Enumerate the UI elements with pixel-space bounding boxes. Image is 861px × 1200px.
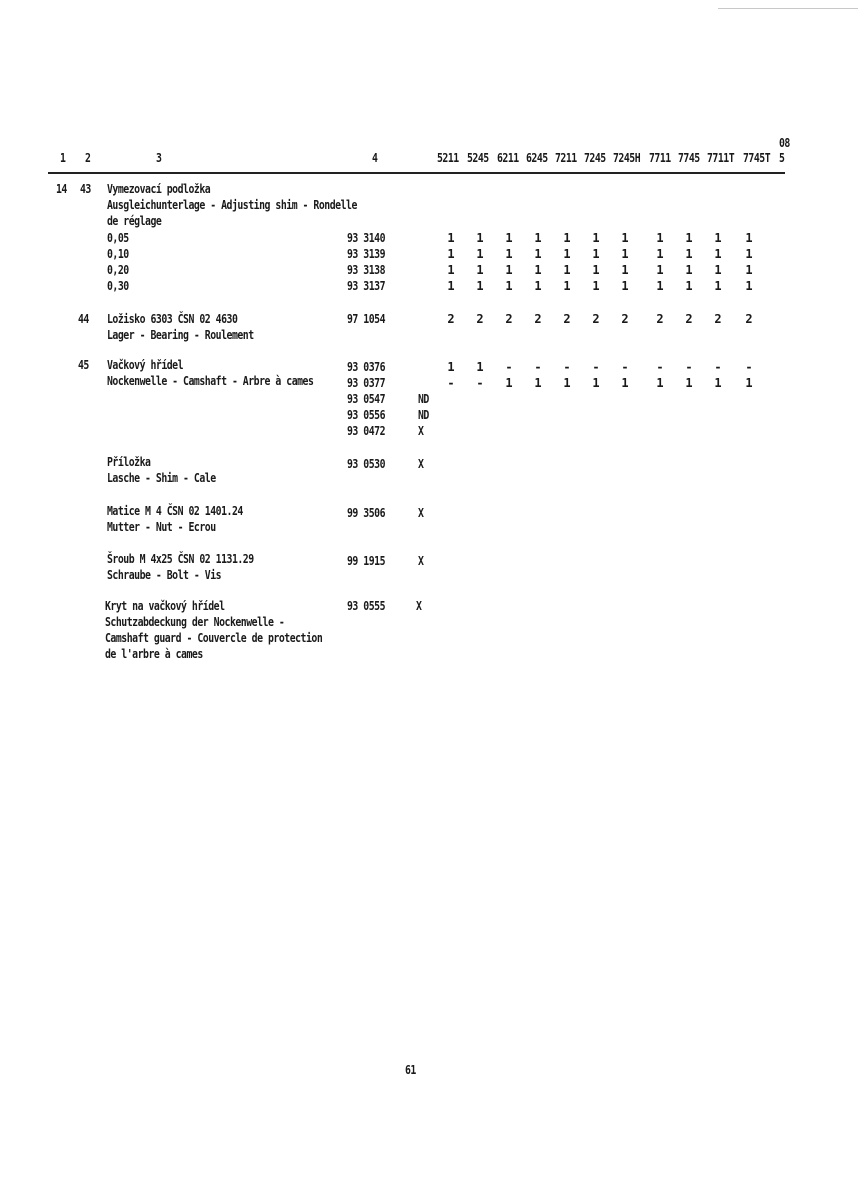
item-desc: Vymezovací podložka [107,182,211,196]
note: X [418,457,424,471]
pos-number: 44 [78,312,89,326]
quantity-cell: 1 [447,263,455,277]
quantity-cell: - [505,360,513,374]
scan-edge-line [718,8,858,9]
item-desc: Kryt na vačkový hřídel [105,599,225,613]
quantity-cell: 1 [592,231,600,245]
quantity-cell: 1 [563,279,571,293]
quantity-cell: 2 [685,312,693,326]
part-number: 99 1915 [347,554,386,568]
quantity-cell: 1 [534,247,542,261]
quantity-cell: 2 [592,312,600,326]
quantity-cell: 1 [656,231,664,245]
header-model: 7745 [678,151,700,165]
quantity-cell: 1 [685,376,693,390]
note: X [418,554,424,568]
quantity-cell: 1 [476,279,484,293]
item-desc: Schutzabdeckung der Nockenwelle - [105,615,285,629]
quantity-cell: 1 [656,279,664,293]
quantity-cell: - [621,360,629,374]
quantity-cell: - [592,360,600,374]
note: ND [418,408,429,422]
quantity-cell: 1 [592,279,600,293]
header-model: 7245 [584,151,606,165]
part-number: 93 0530 [347,457,386,471]
item-desc: de l'arbre à cames [105,647,203,661]
quantity-cell: - [534,360,542,374]
item-desc: Šroub M 4x25 ČSN 02 1131.29 [107,552,254,566]
quantity-cell: 1 [476,263,484,277]
quantity-cell: 1 [745,376,753,390]
quantity-cell: 1 [621,263,629,277]
part-number: 93 3139 [347,247,386,261]
quantity-cell: - [447,376,455,390]
quantity-cell: 1 [476,247,484,261]
item-desc: Schraube - Bolt - Vis [107,568,222,582]
quantity-cell: 2 [621,312,629,326]
quantity-cell: 1 [592,247,600,261]
item-desc: Příložka [107,455,151,469]
part-number: 97 1054 [347,312,386,326]
item-desc: Ložisko 6303 ČSN 02 4630 [107,312,238,326]
item-desc: Lasche - Shim - Cale [107,471,216,485]
fig-number: 14 [56,182,67,196]
item-desc: Camshaft guard - Couvercle de protection [105,631,323,645]
item-desc: Nockenwelle - Camshaft - Arbre à cames [107,374,314,388]
quantity-cell: 1 [534,263,542,277]
note: X [418,424,424,438]
quantity-cell: 1 [714,263,722,277]
header-col-1: 1 [60,151,66,165]
part-number: 93 3137 [347,279,386,293]
quantity-cell: 1 [534,279,542,293]
quantity-cell: 1 [621,231,629,245]
quantity-cell: 1 [534,376,542,390]
quantity-cell: - [685,360,693,374]
item-desc: Ausgleichunterlage - Adjusting shim - Rondelle [107,198,357,212]
quantity-cell: 1 [563,247,571,261]
quantity-cell: 1 [714,279,722,293]
item-desc: Lager - Bearing - Roulement [107,328,254,342]
size-label: 0,30 [107,279,129,293]
item-desc: Vačkový hřídel [107,358,184,372]
header-col-4: 4 [372,151,378,165]
quantity-cell: 1 [745,231,753,245]
quantity-cell: 1 [505,376,513,390]
quantity-cell: 1 [685,231,693,245]
part-number: 99 3506 [347,506,386,520]
quantity-cell: 1 [476,231,484,245]
size-label: 0,05 [107,231,129,245]
note: X [416,599,422,613]
part-number: 93 0555 [347,599,386,613]
quantity-cell: 1 [447,231,455,245]
quantity-cell: 1 [745,263,753,277]
quantity-cell: 2 [745,312,753,326]
header-model: 5245 [467,151,489,165]
quantity-cell: 2 [656,312,664,326]
quantity-cell: 1 [685,279,693,293]
item-desc: Mutter - Nut - Ecrou [107,520,216,534]
header-col-3: 3 [156,151,162,165]
quantity-cell: - [745,360,753,374]
part-number: 93 0556 [347,408,386,422]
header-last-top: 08 [779,136,790,150]
header-model: 6245 [526,151,548,165]
quantity-cell: 2 [563,312,571,326]
quantity-cell: 1 [447,279,455,293]
quantity-cell: 1 [505,247,513,261]
quantity-cell: 2 [505,312,513,326]
quantity-cell: 1 [592,376,600,390]
part-number: 93 0377 [347,376,386,390]
item-desc: de réglage [107,214,162,228]
note: ND [418,392,429,406]
quantity-cell: 1 [476,360,484,374]
header-rule [48,172,785,174]
quantity-cell: 1 [534,231,542,245]
quantity-cell: 1 [621,247,629,261]
header-model: 7711T [707,151,735,165]
header-model: 6211 [497,151,519,165]
quantity-cell: 1 [714,247,722,261]
quantity-cell: 1 [505,263,513,277]
quantity-cell: - [714,360,722,374]
header-model: 7245H [613,151,641,165]
part-number: 93 3138 [347,263,386,277]
quantity-cell: 1 [656,263,664,277]
quantity-cell: 1 [621,376,629,390]
header-last-bottom: 5 [779,151,785,165]
quantity-cell: 1 [656,376,664,390]
quantity-cell: 2 [534,312,542,326]
quantity-cell: 1 [447,360,455,374]
quantity-cell: 1 [563,231,571,245]
quantity-cell: 1 [563,263,571,277]
header-model: 5211 [437,151,459,165]
quantity-cell: 1 [685,247,693,261]
quantity-cell: 1 [592,263,600,277]
quantity-cell: 2 [476,312,484,326]
quantity-cell: - [476,376,484,390]
quantity-cell: 1 [505,279,513,293]
quantity-cell: 2 [714,312,722,326]
part-number: 93 0472 [347,424,386,438]
page-number: 61 [405,1063,416,1077]
part-number: 93 0547 [347,392,386,406]
quantity-cell: 1 [685,263,693,277]
quantity-cell: 2 [447,312,455,326]
quantity-cell: 1 [447,247,455,261]
quantity-cell: 1 [714,231,722,245]
header-model: 7745T [743,151,771,165]
header-col-2: 2 [85,151,91,165]
pos-number: 43 [80,182,91,196]
quantity-cell: 1 [745,279,753,293]
quantity-cell: 1 [621,279,629,293]
header-model: 7211 [555,151,577,165]
note: X [418,506,424,520]
item-desc: Matice M 4 ČSN 02 1401.24 [107,504,243,518]
part-number: 93 0376 [347,360,386,374]
size-label: 0,10 [107,247,129,261]
quantity-cell: - [563,360,571,374]
quantity-cell: 1 [745,247,753,261]
size-label: 0,20 [107,263,129,277]
quantity-cell: 1 [563,376,571,390]
pos-number: 45 [78,358,89,372]
quantity-cell: 1 [714,376,722,390]
header-model: 7711 [649,151,671,165]
quantity-cell: 1 [656,247,664,261]
quantity-cell: - [656,360,664,374]
part-number: 93 3140 [347,231,386,245]
quantity-cell: 1 [505,231,513,245]
